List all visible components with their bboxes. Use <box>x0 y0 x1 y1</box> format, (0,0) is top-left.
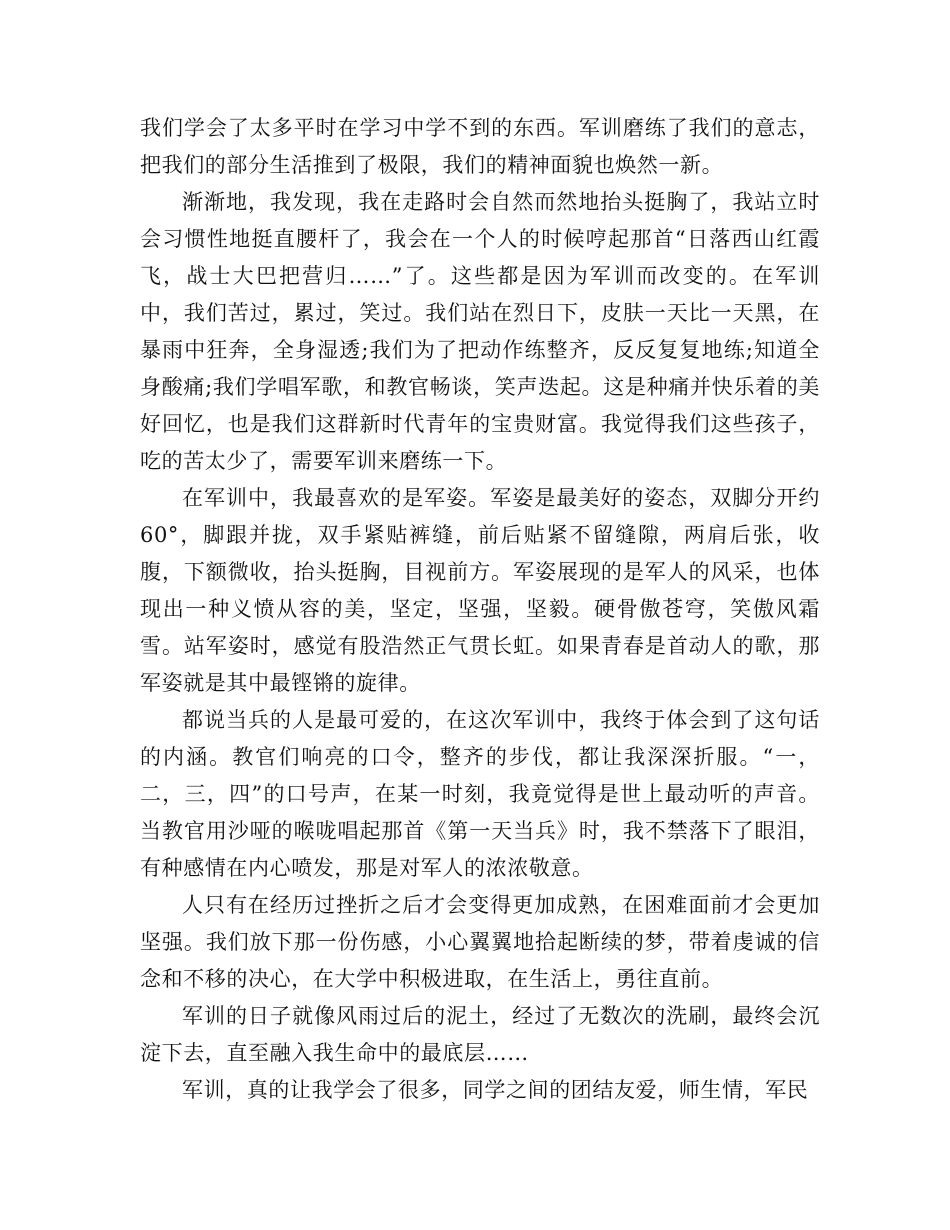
paragraph-5: 人只有在经历过挫折之后才会变得更加成熟，在困难面前才会更加坚强。我们放下那一份伤感，小心翼翼地拾起断续的梦，带着虔诚的信念和不移的决心，在大学中积极进取，在生活上，勇往直前。 <box>140 893 820 991</box>
paragraph-2: 渐渐地，我发现，我在走路时会自然而然地抬头挺胸了，我站立时会习惯性地挺直腰杆了，我会在一个人的时候哼起那首“日落西山红霞飞，战士大巴把营归……”了。这些都是因为军训而改变的。在军训中，我们苦过，累过，笑过。我们站在烈日下，皮肤一天比一天黑，在暴雨中狂奔，全身湿透;我们为了把动作练整齐，反反复复地练;知道全身酸痛;我们学唱军歌，和教官畅谈，笑声迭起。这是种痛并快乐着的美好回忆，也是我们这群新时代青年的宝贵财富。我觉得我们这些孩子，吃的苦太少了，需要军训来磨练一下。 <box>140 190 820 473</box>
body-text <box>140 110 820 1109</box>
paragraph-4: 都说当兵的人是最可爱的，在这次军训中，我终于体会到了这句话的内涵。教官们响亮的口令，整齐的步伐，都让我深深折服。“一，二，三，四”的口号声，在某一时刻，我竟觉得是世上最动听的声音。当教官用沙哑的喉咙唱起那首《第一天当兵》时，我不禁落下了眼泪，有种感情在内心喷发，那是对军人的浓浓敬意。 <box>140 708 820 880</box>
paragraph-7: 军训，真的让我学会了很多，同学之间的团结友爱，师生情，军民 <box>182 1078 809 1102</box>
paragraph-6: 军训的日子就像风雨过后的泥土，经过了无数次的洗刷，最终会沉淀下去，直至融入我生命中的最底层…… <box>140 1004 820 1065</box>
paragraph-1: 我们学会了太多平时在学习中学不到的东西。军训磨练了我们的意志，把我们的部分生活推到了极限，我们的精神面貌也焕然一新。 <box>140 116 820 177</box>
paragraph-3: 在军训中，我最喜欢的是军姿。军姿是最美好的姿态，双脚分开约60°，脚跟并拢，双手紧贴裤缝，前后贴紧不留缝隙，两肩后张，收腹，下额微收，抬头挺胸，目视前方。军姿展现的是军人的风采，也体现出一种义愤从容的美，坚定，坚强，坚毅。硬骨傲苍穹，笑傲风霜雪。站军姿时，感觉有股浩然正气贯长虹。如果青春是首动人的歌，那军姿就是其中最铿锵的旋律。 <box>140 486 820 695</box>
